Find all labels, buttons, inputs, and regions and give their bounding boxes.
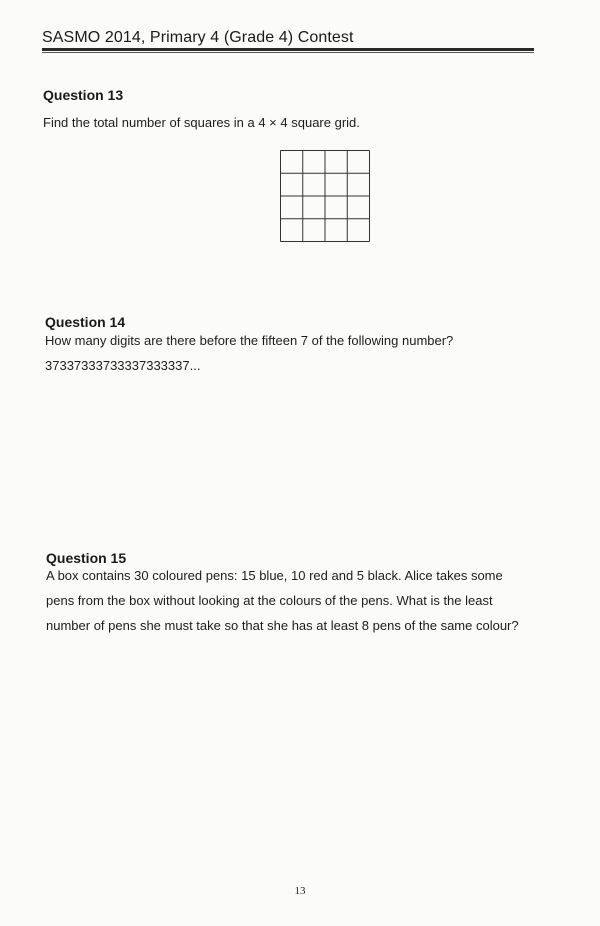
question-15-line-1: A box contains 30 coloured pens: 15 blue, 10 red and 5 black. Alice takes some: [46, 568, 503, 583]
question-14-title: Question 14: [45, 314, 126, 330]
question-13-text: Find the total number of squares in a 4 × 4 square grid.: [43, 115, 360, 130]
question-14-number: 37337333733337333337...: [45, 358, 201, 373]
question-14-text: How many digits are there before the fifteen 7 of the following number?: [45, 333, 454, 348]
header-rule-thin: [42, 52, 534, 53]
header-title: SASMO 2014, Primary 4 (Grade 4) Contest: [42, 29, 354, 46]
header-rule: [42, 48, 534, 51]
question-13-title: Question 13: [43, 87, 124, 103]
question-15-line-2: pens from the box without looking at the colours of the pens. What is the least: [46, 593, 493, 608]
square-grid-figure: [280, 150, 370, 242]
page-header: [42, 28, 536, 48]
grid-lines: [281, 151, 370, 242]
question-15-title: Question 15: [46, 550, 127, 566]
page-number: 13: [294, 885, 306, 897]
question-15-line-3: number of pens she must take so that she has at least 8 pens of the same colour?: [46, 618, 519, 633]
